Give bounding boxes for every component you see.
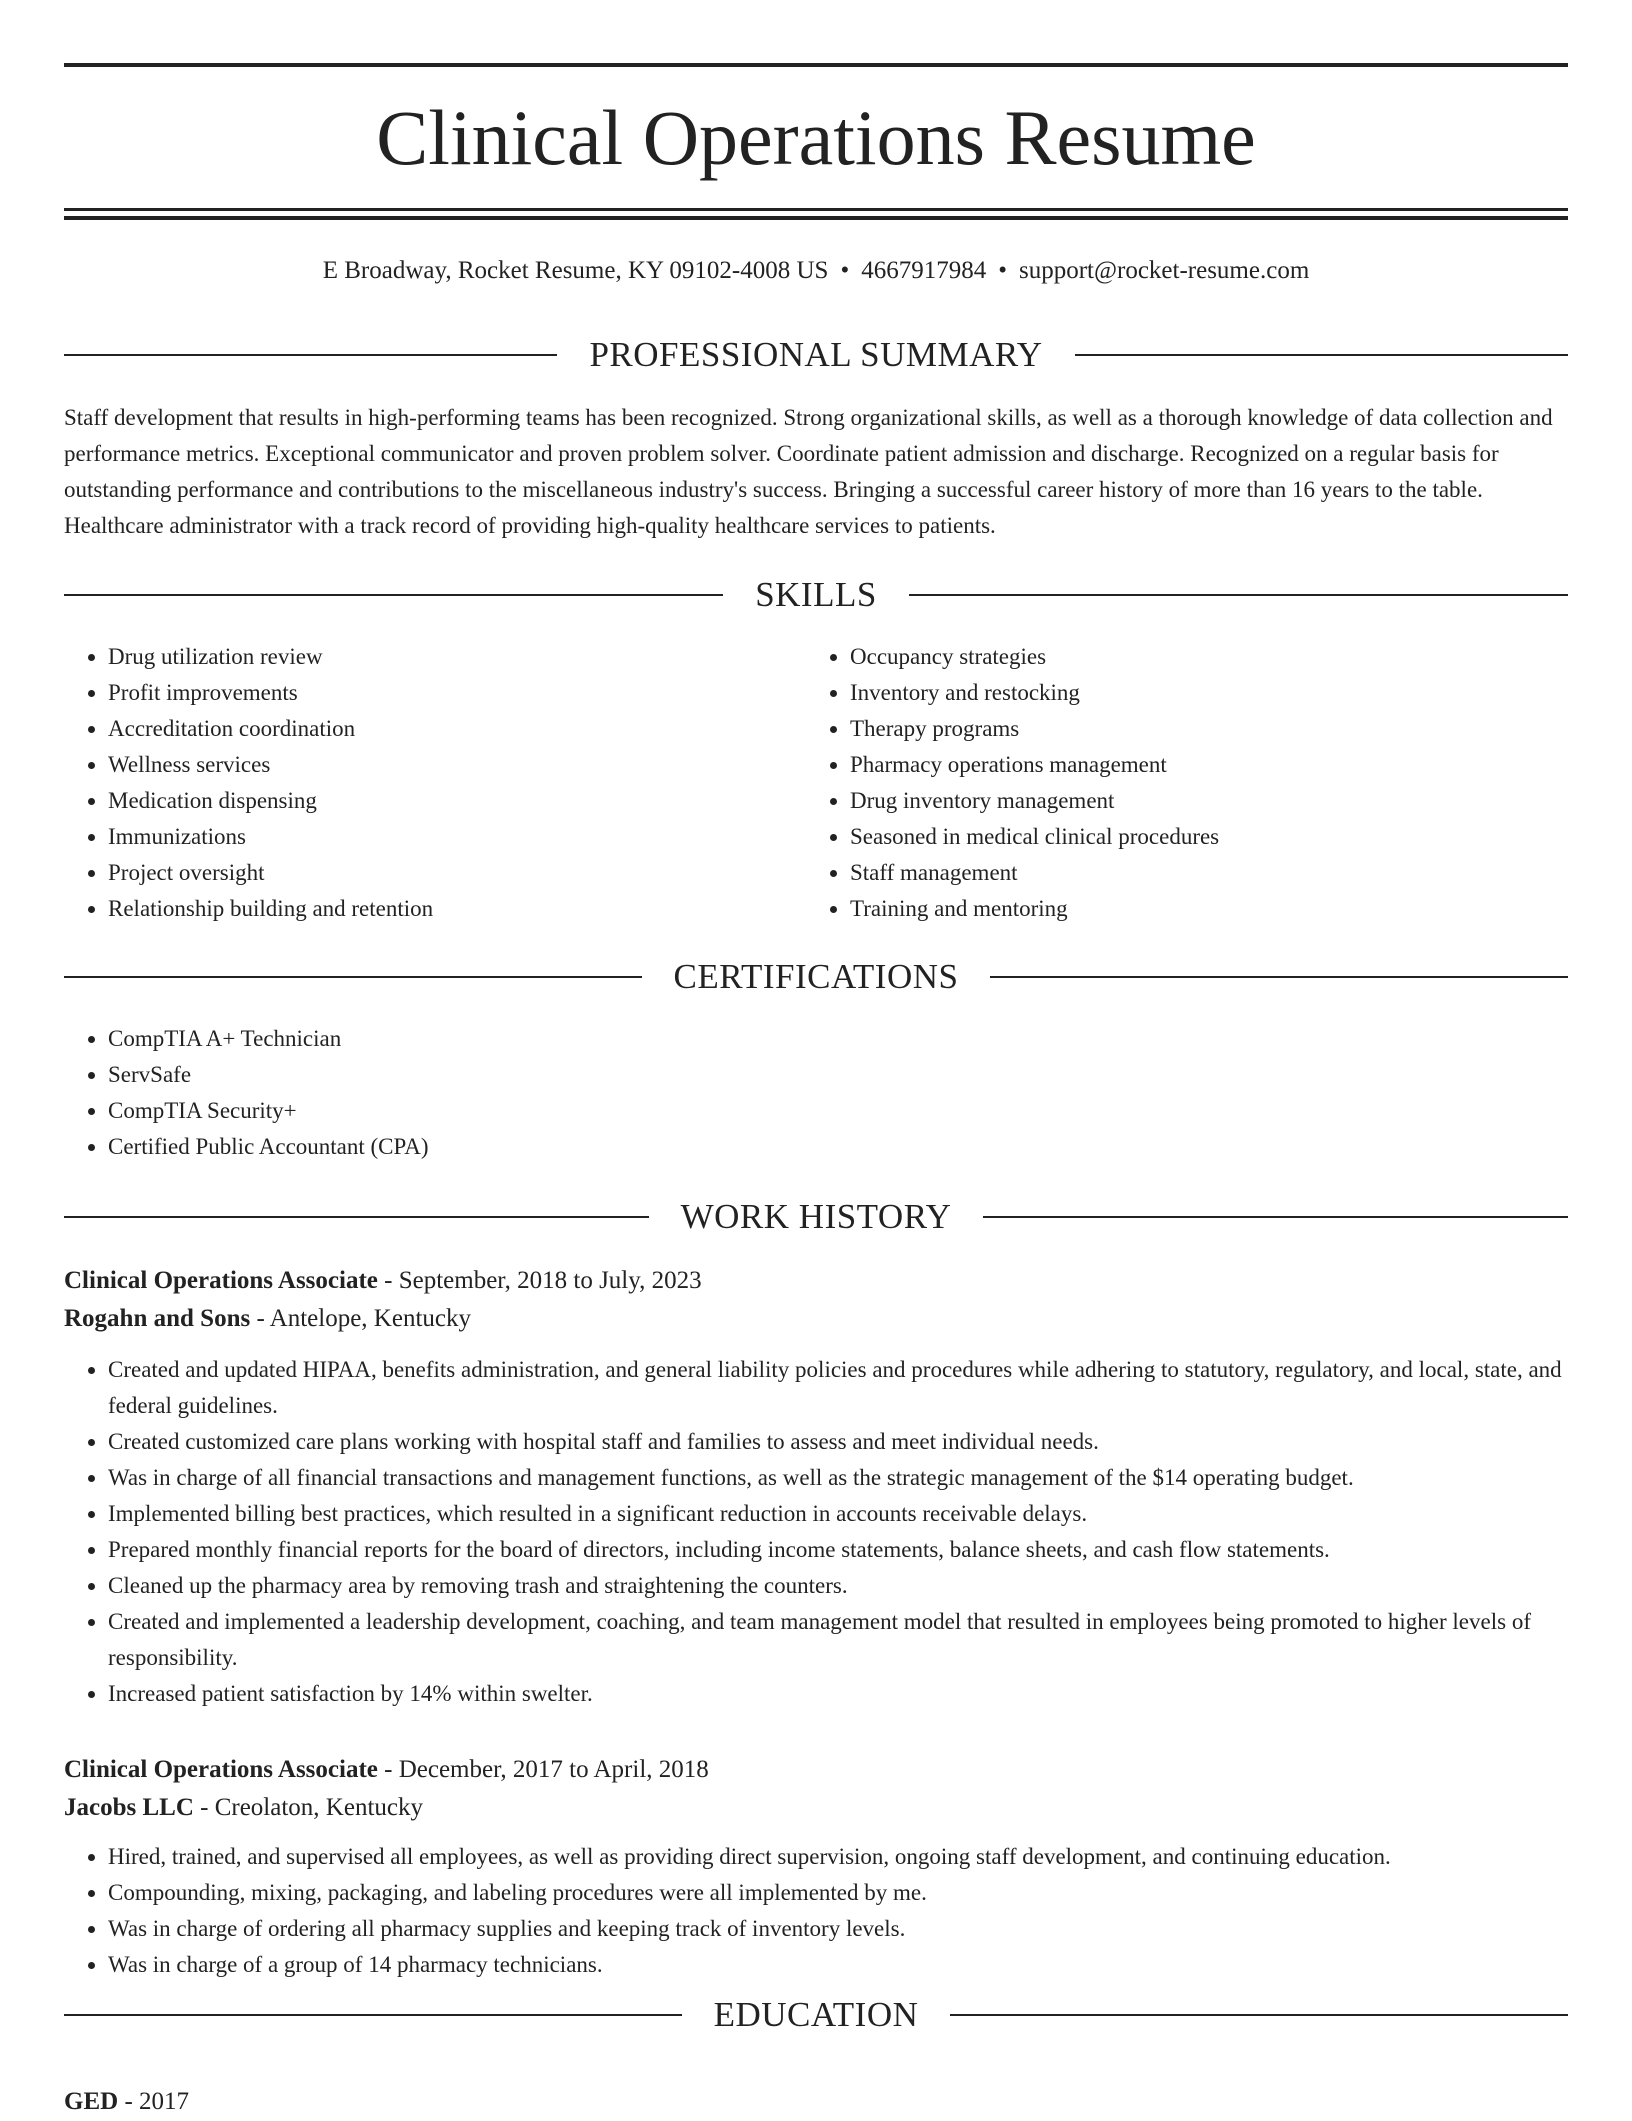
title-double-rule (64, 208, 1568, 220)
section-header-certifications (64, 955, 1568, 999)
job-title: Clinical Operations Associate (64, 1267, 378, 1294)
job-bullet: • Hired, trained, and supervised all employees, as well as providing direct supervision, ongoing staff development, and continuing education. (108, 1839, 1568, 1875)
job-company-line (64, 1300, 1568, 1338)
section-rule (983, 1216, 1568, 1218)
education-year: - 2017 (118, 2088, 190, 2115)
section-title-summary: PROFESSIONAL SUMMARY (589, 335, 1043, 374)
certification-item: • CompTIA A+ Technician (108, 1021, 1568, 1057)
contact-phone: 4667917984 (861, 257, 987, 284)
section-header-work (64, 1195, 1568, 1239)
job-bullet: • Increased patient satisfaction by 14% within swelter. (108, 1676, 1568, 1712)
certification-item: • CompTIA Security+ (108, 1093, 1568, 1129)
section-rule (64, 354, 557, 356)
section-title-certifications: CERTIFICATIONS (673, 957, 959, 996)
skill-item: • Therapy programs (850, 711, 1548, 747)
skill-item: • Drug utilization review (108, 639, 806, 675)
summary-text: Staff development that results in high-performing teams has been recognized. Strong organizational skills, as well as a thorough knowledge of data collection and performance metrics. Exceptional communicator and proven problem solver. Coordinate patient admission and discharge. Recognized on a regular basis for outstanding performance and contributions to the miscellaneous industry's success. Bringing a successful career history of more than 16 years to the table. Healthcare administrator with a track record of providing high-quality healthcare services to patients. (64, 405, 1553, 538)
job-bullet: • Created and updated HIPAA, benefits administration, and general liability policies and procedures while adhering to statutory, regulatory, and local, state, and federal guidelines. (108, 1352, 1568, 1424)
skill-item: • Pharmacy operations management (850, 747, 1548, 783)
job-bullets (64, 1352, 1568, 1712)
skills-column-right (806, 639, 1548, 927)
job-bullet: • Was in charge of all financial transactions and management functions, as well as the strategic management of the $14 operating budget. (108, 1460, 1568, 1496)
contact-separator: • (840, 257, 850, 284)
skill-item: • Staff management (850, 855, 1548, 891)
section-title-education: EDUCATION (713, 1995, 919, 2034)
section-rule (1075, 354, 1568, 356)
contact-line (64, 254, 1568, 288)
job-bullet: • Prepared monthly financial reports for the board of directors, including income statements, balance sheets, and cash flow statements. (108, 1532, 1568, 1568)
top-rule (64, 63, 1568, 67)
job-bullet: • Created customized care plans working with hospital staff and families to assess and meet individual needs. (108, 1424, 1568, 1460)
job-bullet: • Cleaned up the pharmacy area by removing trash and straightening the counters. (108, 1568, 1568, 1604)
job-title-line (64, 1751, 1568, 1789)
section-header-education (64, 1993, 1568, 2037)
section-title-work: WORK HISTORY (680, 1197, 952, 1236)
job-bullet: • Implemented billing best practices, which resulted in a significant reduction in accounts receivable delays. (108, 1496, 1568, 1532)
skill-item: • Project oversight (108, 855, 806, 891)
job-company: Rogahn and Sons (64, 1305, 251, 1332)
skill-item: • Drug inventory management (850, 783, 1548, 819)
job-company-line (64, 1789, 1568, 1827)
skill-item: • Accreditation coordination (108, 711, 806, 747)
job-dates: - September, 2018 to July, 2023 (377, 1267, 702, 1294)
job-location: - Creolaton, Kentucky (193, 1794, 423, 1821)
contact-address: E Broadway, Rocket Resume, KY 09102-4008 US (322, 257, 829, 284)
skill-item: • Seasoned in medical clinical procedures (850, 819, 1548, 855)
job-location: - Antelope, Kentucky (250, 1305, 471, 1332)
skills-column-left (64, 639, 806, 927)
skill-item: • Medication dispensing (108, 783, 806, 819)
job-bullet: • Was in charge of ordering all pharmacy supplies and keeping track of inventory levels. (108, 1911, 1568, 1947)
job-bullet: • Was in charge of a group of 14 pharmacy technicians. (108, 1947, 1568, 1983)
skill-item: • Inventory and restocking (850, 675, 1548, 711)
job-company: Jacobs LLC (64, 1794, 194, 1821)
skills-grid (64, 639, 1568, 927)
summary-block (64, 400, 1568, 544)
job-entry (64, 1751, 1568, 1983)
job-entry (64, 1262, 1568, 1712)
education-degree: GED (64, 2088, 119, 2115)
skill-item: • Wellness services (108, 747, 806, 783)
certification-item: • ServSafe (108, 1057, 1568, 1093)
job-bullet: • Created and implemented a leadership development, coaching, and team management model that resulted in employees being promoted to higher levels of responsibility. (108, 1604, 1568, 1676)
section-rule (64, 1216, 649, 1218)
section-rule (909, 594, 1568, 596)
education-entry (64, 2083, 1568, 2121)
job-title-line (64, 1262, 1568, 1300)
job-title: Clinical Operations Associate (64, 1756, 378, 1783)
resume-title: Clinical Operations Resume (376, 94, 1256, 181)
section-rule (990, 976, 1568, 978)
contact-email[interactable]: support@rocket-resume.com (1018, 257, 1310, 284)
section-header-skills (64, 573, 1568, 617)
education-line (64, 2083, 1568, 2121)
section-rule (64, 2014, 682, 2016)
skill-item: • Occupancy strategies (850, 639, 1548, 675)
skill-item: • Training and mentoring (850, 891, 1548, 927)
section-rule (950, 2014, 1568, 2016)
job-dates: - December, 2017 to April, 2018 (377, 1756, 709, 1783)
certification-item: • Certified Public Accountant (CPA) (108, 1129, 1568, 1165)
section-rule (64, 976, 642, 978)
job-bullets (64, 1839, 1568, 1983)
section-rule (64, 594, 723, 596)
skill-item: • Profit improvements (108, 675, 806, 711)
skill-item: • Relationship building and retention (108, 891, 806, 927)
certifications-block (64, 1021, 1568, 1165)
skill-item: • Immunizations (108, 819, 806, 855)
section-title-skills: SKILLS (755, 575, 877, 614)
job-bullet: • Compounding, mixing, packaging, and labeling procedures were all implemented by me. (108, 1875, 1568, 1911)
section-header-summary (64, 333, 1568, 377)
contact-separator: • (998, 257, 1007, 284)
